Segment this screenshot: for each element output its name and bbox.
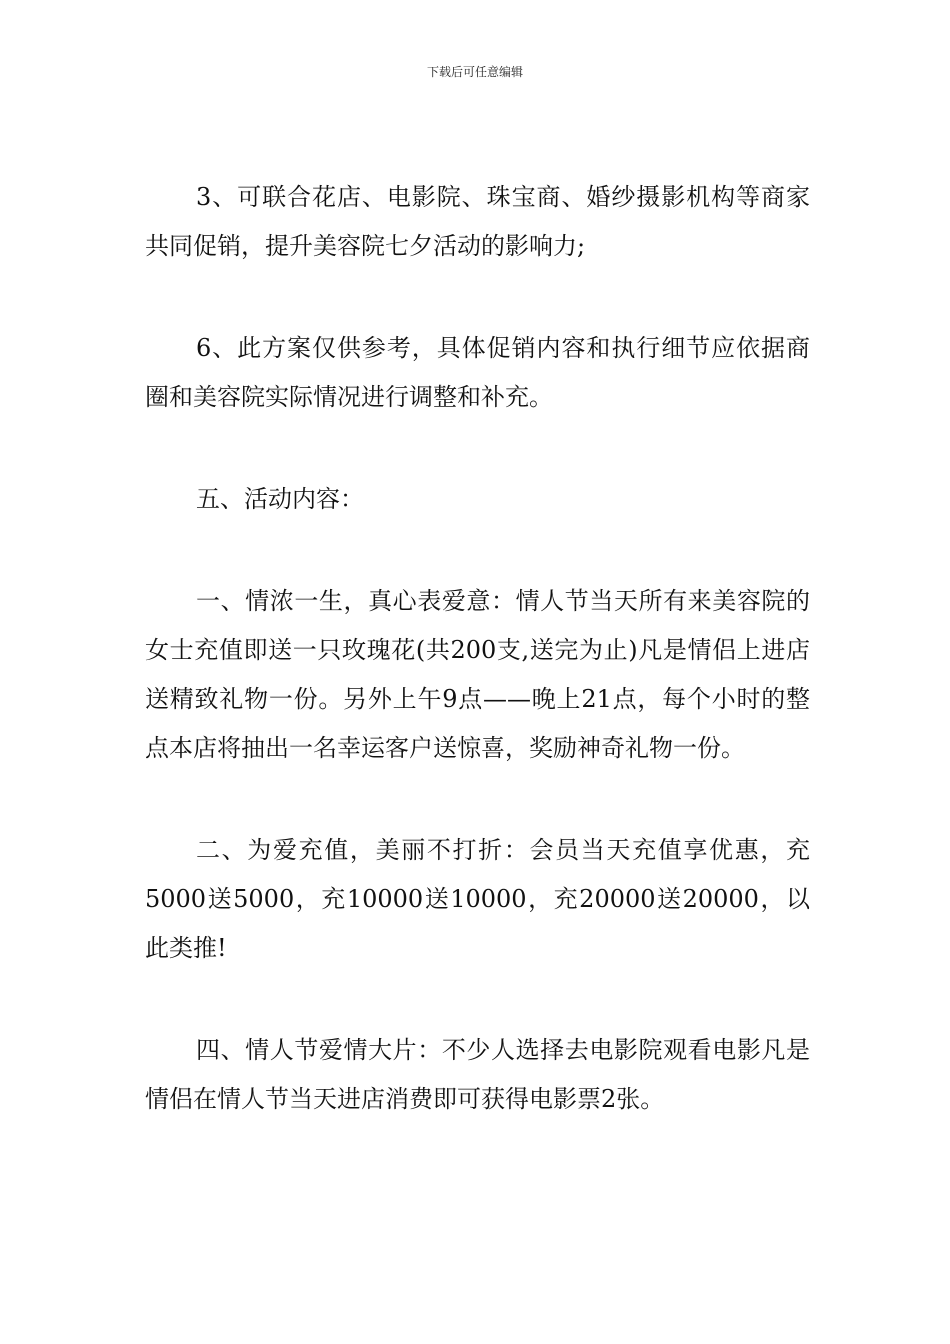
paragraph-activity-one: 一、情浓一生，真心表爱意：情人节当天所有来美容院的女士充值即送一只玫瑰花(共200支,送完为止)凡是情侣上进店送精致礼物一份。另外上午9点——晚上21点，每个小时的整点本店将抽出一名幸运客户送惊喜，奖励神奇礼物一份。 xyxy=(145,587,810,762)
paragraph-gap xyxy=(145,524,810,577)
paragraph-gap xyxy=(145,773,810,826)
paragraph-gap xyxy=(145,271,810,324)
paragraph-activity-two: 二、为爱充值，美丽不打折：会员当天充值享优惠，充5000送5000，充10000送10000，充20000送20000，以此类推! xyxy=(145,836,810,962)
paragraph-gap xyxy=(145,422,810,475)
page-header: 下载后可任意编辑 xyxy=(426,65,523,79)
paragraph-activity-four: 四、情人节爱情大片：不少人选择去电影院观看电影凡是情侣在情人节当天进店消费即可获得电影票2张。 xyxy=(145,1036,810,1113)
section-heading-activity-content: 五、活动内容： xyxy=(196,485,364,513)
document-body xyxy=(145,173,810,1124)
paragraph-item-3: 3、可联合花店、电影院、珠宝商、婚纱摄影机构等商家共同促销，提升美容院七夕活动的影响力; xyxy=(145,183,810,260)
paragraph-gap xyxy=(145,973,810,1026)
paragraph-item-6: 6、此方案仅供参考，具体促销内容和执行细节应依据商圈和美容院实际情况进行调整和补充。 xyxy=(145,334,810,411)
